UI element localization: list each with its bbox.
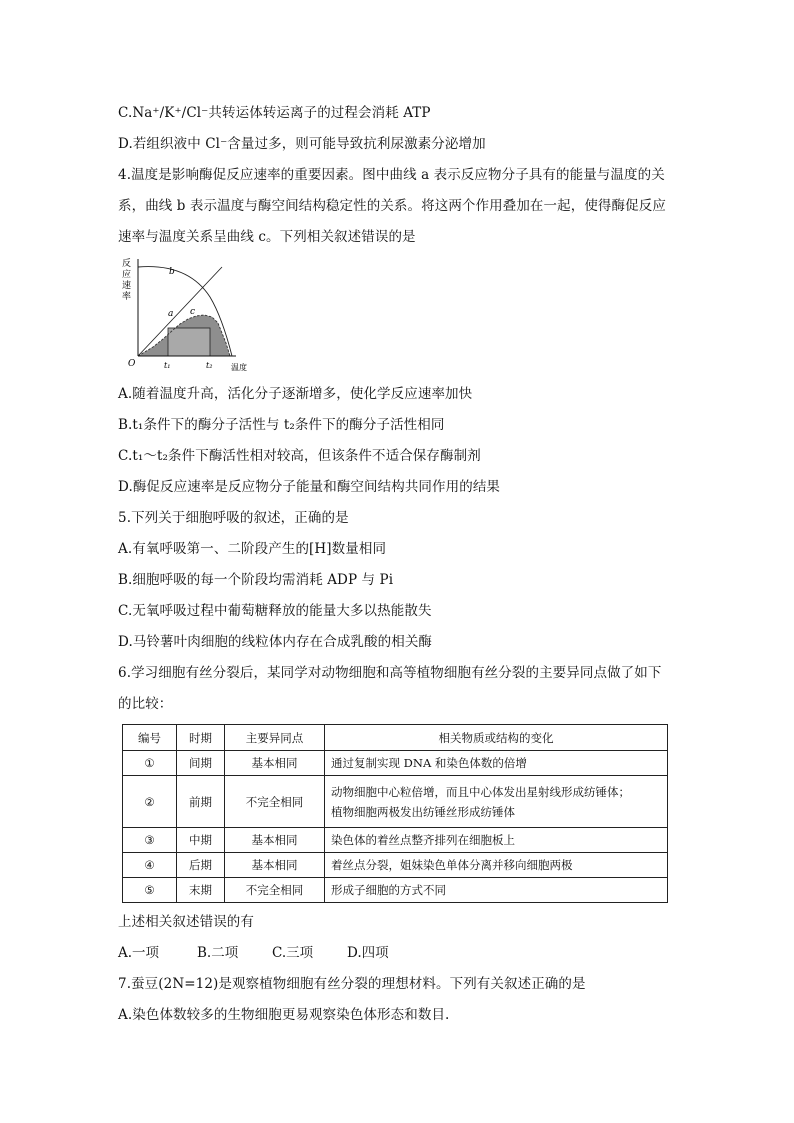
q5-option-a: A.有氧呼吸第一、二阶段产生的[H]数量相同 (118, 541, 387, 557)
q3-option-d: D.若组织液中 Cl⁻含量过多，则可能导致抗利尿激素分泌增加 (118, 136, 486, 152)
q6-options (118, 944, 389, 962)
row-number: ② (123, 776, 177, 828)
row-change-line-2: 植物细胞两极发出纺锤丝形成纺锤体 (331, 804, 515, 819)
x-axis-label: 温度 (231, 363, 247, 372)
q7-stem: 7.蚕豆(2N=12)是观察植物细胞有丝分裂的理想材料。下列有关叙述正确的是 (118, 976, 586, 992)
table-row (123, 878, 668, 903)
q4-stem-line-1: 4.温度是影响酶促反应速率的重要因素。图中曲线 a 表示反应物分子具有的能量与温度的关 (118, 167, 665, 183)
q4-option-c: C.t₁～t₂条件下酶活性相对较高，但该条件不适合保存酶制剂 (118, 448, 481, 464)
row-change: 形成子细胞的方式不同 (325, 878, 668, 903)
row-change (325, 776, 668, 828)
table-header-row (123, 725, 668, 751)
y-axis-label-4: 率 (122, 292, 132, 302)
curve-a-label: a (168, 309, 174, 319)
row-point: 基本相同 (225, 828, 325, 853)
table-row (123, 853, 668, 878)
row-phase: 末期 (177, 878, 225, 903)
row-number: ④ (123, 853, 177, 878)
table-row (123, 751, 668, 776)
row-change-line-1: 动物细胞中心粒倍增，而且中心体发出星射线形成纺锤体； (331, 784, 630, 799)
row-point: 基本相同 (225, 751, 325, 776)
row-number: ③ (123, 828, 177, 853)
table-row (123, 828, 668, 853)
y-axis-label-3: 速 (122, 281, 132, 291)
row-point: 不完全相同 (225, 776, 325, 828)
mitosis-comparison-table (122, 724, 668, 903)
enzyme-rate-temperature-figure (118, 255, 258, 375)
q4-stem-line-2: 系，曲线 b 表示温度与酶空间结构稳定性的关系。将这两个作用叠加在一起，使得酶促反应 (118, 198, 666, 214)
curve-c-label: c (190, 307, 196, 317)
t1-t2-range-rect (168, 328, 210, 356)
q6-option-c: C.三项 (272, 945, 314, 961)
header-change: 相关物质或结构的变化 (325, 725, 668, 751)
q4-option-a: A.随着温度升高，活化分子逐渐增多，使化学反应速率加快 (118, 386, 473, 402)
row-phase: 前期 (177, 776, 225, 828)
row-change: 通过复制实现 DNA 和染色体数的倍增 (325, 751, 668, 776)
row-phase: 后期 (177, 853, 225, 878)
q5-option-d: D.马铃薯叶肉细胞的线粒体内存在合成乳酸的相关酶 (118, 634, 433, 650)
origin-label: O (128, 359, 136, 369)
q6-stem-line-1: 6.学习细胞有丝分裂后，某同学对动物细胞和高等植物细胞有丝分裂的主要异同点做了如下 (118, 665, 662, 681)
row-phase: 间期 (177, 751, 225, 776)
table-row (123, 776, 668, 828)
header-main-point: 主要异同点 (225, 725, 325, 751)
q6-option-b: B.二项 (197, 945, 239, 961)
row-number: ⑤ (123, 878, 177, 903)
q7-option-a: A.染色体数较多的生物细胞更易观察染色体形态和数目. (118, 1007, 450, 1023)
row-number: ① (123, 751, 177, 776)
row-phase: 中期 (177, 828, 225, 853)
q6-option-d: D.四项 (347, 945, 389, 961)
q5-option-c: C.无氧呼吸过程中葡萄糖释放的能量大多以热能散失 (118, 603, 432, 619)
row-point: 不完全相同 (225, 878, 325, 903)
header-number: 编号 (123, 725, 177, 751)
curve-b-label: b (169, 267, 175, 277)
y-axis-label-2: 应 (122, 270, 132, 280)
t2-label: t₂ (206, 361, 213, 370)
row-point: 基本相同 (225, 853, 325, 878)
q4-option-b: B.t₁条件下的酶分子活性与 t₂条件下的酶分子活性相同 (118, 417, 445, 433)
header-phase: 时期 (177, 725, 225, 751)
q6-stem-line-2: 的比较： (118, 696, 173, 712)
row-change: 着丝点分裂，姐妹染色单体分离并移向细胞两极 (325, 853, 668, 878)
q5-stem: 5.下列关于细胞呼吸的叙述，正确的是 (118, 510, 349, 526)
row-change: 染色体的着丝点整齐排列在细胞板上 (325, 828, 668, 853)
t1-label: t₁ (164, 361, 171, 370)
q5-option-b: B.细胞呼吸的每一个阶段均需消耗 ADP 与 Pi (118, 572, 394, 588)
q6-after-table: 上述相关叙述错误的有 (118, 914, 254, 930)
q4-stem-line-3: 速率与温度关系呈曲线 c。下列相关叙述错误的是 (118, 229, 416, 245)
q3-option-c: C.Na⁺/K⁺/Cl⁻共转运体转运离子的过程会消耗 ATP (118, 105, 431, 121)
y-axis-label-1: 反 (122, 259, 132, 269)
q4-option-d: D.酶促反应速率是反应物分子能量和酶空间结构共同作用的结果 (118, 479, 501, 495)
q6-option-a: A.一项 (118, 945, 160, 961)
